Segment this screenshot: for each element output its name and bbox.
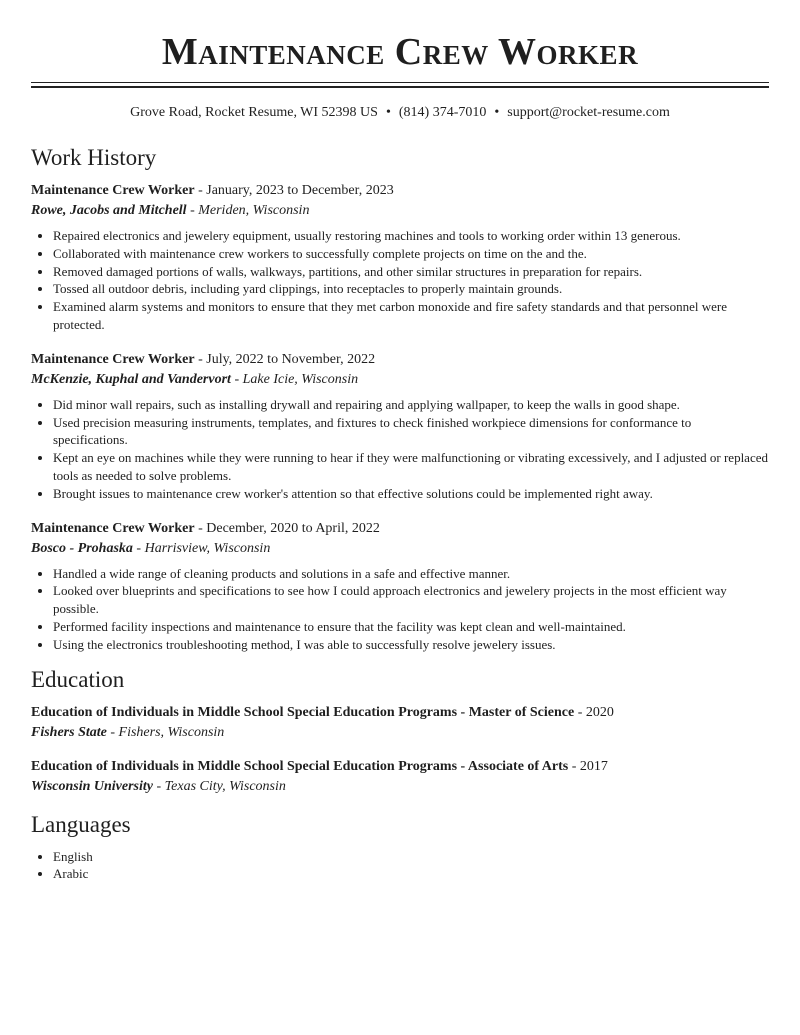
school-line: Wisconsin University - Texas City, Wisconsin xyxy=(31,778,286,794)
job-bullet: • Performed facility inspections and maintenance to ensure that the facility was kept clean and well-maintained. xyxy=(53,618,769,636)
job-bullet: • Used precision measuring instruments, templates, and fixtures to check finished workpiece dimensions for conformance to specifications. xyxy=(53,414,769,450)
contact-address: Grove Road, Rocket Resume, WI 52398 US xyxy=(130,105,378,120)
school-location: Fishers, Wisconsin xyxy=(118,724,225,740)
job-title: Maintenance Crew Worker xyxy=(31,520,195,536)
job-bullet: • Did minor wall repairs, such as installing drywall and repairing and applying wallpaper, to keep the walls in good shape. xyxy=(53,396,769,414)
resume-name: Maintenance Crew Worker xyxy=(161,31,639,73)
education-title-line: Education of Individuals in Middle School Special Education Programs - Master of Science - 2020 xyxy=(31,704,614,720)
job-bullet: • Kept an eye on machines while they were running to hear if they were malfunctioning or vibrating excessively, and I adjusted or replaced tools as needed to solve problems. xyxy=(53,449,769,485)
contact-line xyxy=(31,104,769,122)
company-name: McKenzie, Kuphal and Vandervort xyxy=(31,371,231,387)
header-rule-thick xyxy=(31,86,769,88)
contact-email[interactable]: support@rocket-resume.com xyxy=(507,105,670,120)
job-bullet: • Removed damaged portions of walls, walkways, partitions, and other similar structures in preparation for repairs. xyxy=(53,263,769,281)
education-title-line: Education of Individuals in Middle School Special Education Programs - Associate of Arts - 2017 xyxy=(31,758,608,774)
job-dates: January, 2023 to December, 2023 xyxy=(206,183,394,198)
school-line: Fishers State - Fishers, Wisconsin xyxy=(31,724,225,740)
job-bullet: • Examined alarm systems and monitors to ensure that they met carbon monoxide and fire safety standards and that personnel were protected. xyxy=(53,298,769,334)
job-title: Maintenance Crew Worker xyxy=(31,183,195,198)
job-bullet: • Tossed all outdoor debris, including yard clippings, into receptacles to properly maintain grounds. xyxy=(53,280,769,298)
education-year: 2017 xyxy=(579,758,608,774)
job-title-line: Maintenance Crew Worker - July, 2022 to November, 2022 xyxy=(31,351,376,367)
company-location: Meriden, Wisconsin xyxy=(198,203,310,218)
resume-page xyxy=(31,0,769,883)
education-entry xyxy=(31,757,769,797)
job-bullets xyxy=(31,396,769,503)
education-year: 2020 xyxy=(585,704,614,720)
education-entry xyxy=(31,703,769,743)
job-bullet: • Brought issues to maintenance crew worker's attention so that effective solutions could be implemented right away. xyxy=(53,485,769,503)
company-location: Harrisview, Wisconsin xyxy=(144,540,271,556)
job-entry xyxy=(31,181,769,334)
job-bullets xyxy=(31,227,769,334)
job-bullets xyxy=(31,565,769,654)
company-location: Lake Icie, Wisconsin xyxy=(242,371,359,387)
language-item: • Arabic xyxy=(53,865,769,883)
company-line: Bosco - Prohaska - Harrisview, Wisconsin xyxy=(31,540,271,556)
language-list xyxy=(31,848,769,884)
contact-separator: • xyxy=(385,105,391,120)
school-location: Texas City, Wisconsin xyxy=(164,778,286,794)
job-bullet: • Collaborated with maintenance crew workers to successfully complete projects on time on the and the. xyxy=(53,245,769,263)
job-dates: July, 2022 to November, 2022 xyxy=(206,351,376,367)
school-name: Wisconsin University xyxy=(31,778,153,794)
job-bullet: • Handled a wide range of cleaning products and solutions in a safe and effective manner. xyxy=(53,565,769,583)
education-degree: Education of Individuals in Middle School Special Education Programs - Associate of Arts xyxy=(31,758,569,774)
education-degree: Education of Individuals in Middle School Special Education Programs - Master of Science xyxy=(31,704,575,720)
job-entry xyxy=(31,519,769,654)
language-item: • English xyxy=(53,848,769,866)
section-title-languages: Languages xyxy=(31,811,131,837)
company-name: Bosco - Prohaska xyxy=(31,540,133,556)
company-line: Rowe, Jacobs and Mitchell - Meriden, Wisconsin xyxy=(31,203,310,218)
contact-phone[interactable]: (814) 374-7010 xyxy=(398,105,487,120)
school-name: Fishers State xyxy=(31,724,107,740)
job-bullet: • Looked over blueprints and specifications to see how I could approach electronics and jewelery projects in the most efficient way possible. xyxy=(53,582,769,618)
job-title: Maintenance Crew Worker xyxy=(31,351,195,367)
job-dates: December, 2020 to April, 2022 xyxy=(206,520,380,536)
company-line: McKenzie, Kuphal and Vandervort - Lake Icie, Wisconsin xyxy=(31,371,359,387)
job-bullet: • Repaired electronics and jewelery equipment, usually restoring machines and tools to working order within 13 generous. xyxy=(53,227,769,245)
company-name: Rowe, Jacobs and Mitchell xyxy=(31,203,187,218)
section-title-work-history: Work History xyxy=(31,145,157,170)
job-bullet: • Using the electronics troubleshooting method, I was able to successfully resolve jewelery issues. xyxy=(53,636,769,654)
job-title-line: Maintenance Crew Worker - December, 2020 to April, 2022 xyxy=(31,520,380,536)
section-title-education: Education xyxy=(31,666,125,692)
header-rule-thin xyxy=(31,82,769,83)
job-entry xyxy=(31,350,769,503)
job-title-line: Maintenance Crew Worker - January, 2023 to December, 2023 xyxy=(31,183,394,198)
contact-separator: • xyxy=(494,105,500,120)
